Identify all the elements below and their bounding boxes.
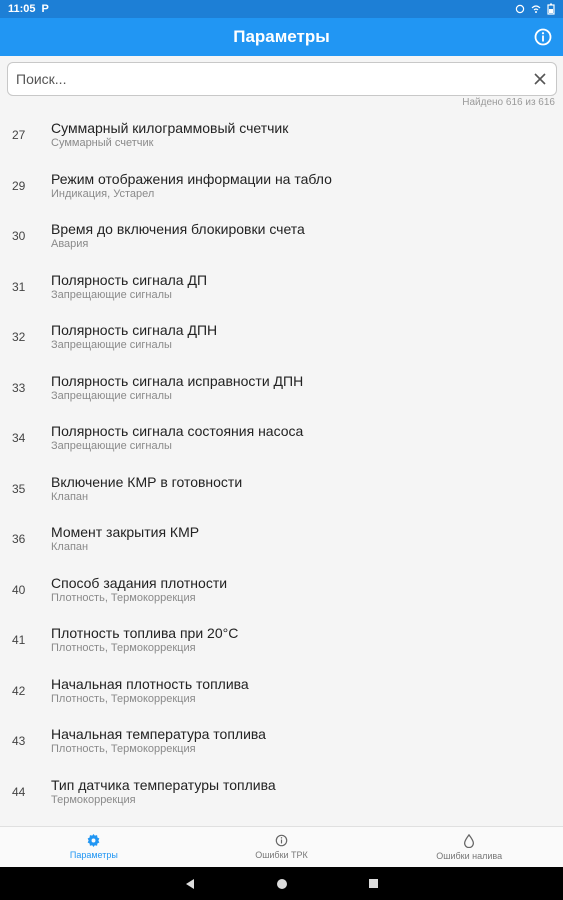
item-subtitle: Запрещающие сигналы [51, 389, 172, 402]
item-title: Начальная температура топлива [51, 726, 266, 742]
item-subtitle: Суммарный счетчик [51, 137, 154, 149]
list-item[interactable] [0, 769, 563, 820]
item-title: Начальная плотность топлива [51, 675, 249, 692]
item-number: 32 [12, 330, 26, 344]
item-title: Полярность сигнала ДПН [51, 322, 218, 338]
item-number: 44 [12, 784, 26, 799]
item-number: 33 [12, 380, 26, 395]
battery-icon [547, 3, 555, 15]
item-subtitle: Плотность, Термокоррекция [51, 591, 196, 604]
home-icon[interactable] [276, 878, 288, 890]
back-icon[interactable] [184, 878, 196, 890]
item-subtitle: Запрещающие сигналы [51, 440, 172, 452]
nav-label: Ошибки налива [436, 850, 503, 861]
carrier-icon: P [41, 3, 49, 15]
list-item[interactable] [0, 112, 563, 163]
item-title: Тип датчика температуры топлива [51, 776, 276, 793]
item-number: 42 [12, 683, 26, 698]
nav-trk-errors[interactable] [188, 827, 376, 867]
item-number: 36 [12, 532, 26, 546]
item-title: Полярность сигнала исправности ДПН [51, 372, 304, 389]
list-item[interactable] [0, 365, 563, 416]
search-box[interactable] [7, 62, 557, 96]
item-title: Время до включения блокировки счета [51, 221, 305, 237]
item-subtitle: Клапан [51, 541, 89, 553]
item-subtitle: Запрещающие сигналы [51, 288, 172, 301]
item-title: Способ задания плотности [51, 574, 228, 591]
item-subtitle: Термокоррекция [51, 793, 136, 806]
list-item[interactable] [0, 567, 563, 618]
list-item[interactable] [0, 718, 563, 769]
list-item[interactable] [0, 466, 563, 517]
item-number: 43 [12, 734, 26, 748]
system-nav-bar [0, 867, 563, 900]
item-subtitle: Индикация, Устарел [51, 187, 155, 200]
item-title: Режим отображения информации на табло [51, 170, 332, 187]
info-icon [275, 834, 288, 847]
status-bar [0, 0, 563, 18]
recents-icon[interactable] [368, 878, 379, 889]
item-title: Включение КМР в готовности [51, 473, 243, 490]
search-input[interactable] [16, 71, 532, 87]
nav-label: Параметры [69, 850, 118, 860]
gear-icon [87, 834, 100, 847]
list-item[interactable] [0, 516, 563, 567]
item-number: 29 [12, 178, 26, 193]
item-number: 30 [12, 229, 26, 243]
item-title: Суммарный килограммовый счетчик [51, 120, 289, 136]
drop-icon [463, 834, 475, 848]
item-subtitle: Плотность, Термокоррекция [51, 743, 196, 755]
item-title: Полярность сигнала ДП [51, 271, 208, 288]
item-subtitle: Запрещающие сигналы [51, 339, 172, 351]
item-subtitle: Авария [51, 238, 89, 250]
list-item[interactable] [0, 314, 563, 365]
status-time: 11:05 [8, 3, 36, 15]
list-item[interactable] [0, 415, 563, 466]
item-subtitle: Плотность, Термокоррекция [51, 692, 196, 705]
item-number: 31 [12, 279, 26, 294]
item-title: Момент закрытия КМР [51, 524, 200, 540]
status-icons [515, 3, 555, 15]
wifi-icon [531, 4, 541, 14]
nav-filling-errors[interactable] [375, 827, 563, 867]
results-count: Найдено 616 из 616 [462, 97, 555, 108]
list-item[interactable] [0, 668, 563, 719]
alarm-icon [515, 4, 525, 14]
page-title: Параметры [233, 27, 330, 46]
item-number: 27 [12, 128, 26, 142]
close-icon[interactable] [532, 71, 548, 87]
item-title: Полярность сигнала состояния насоса [51, 423, 304, 439]
app-bar [0, 18, 563, 56]
item-subtitle: Клапан [51, 490, 89, 503]
item-title: Плотность топлива при 20°С [51, 625, 239, 641]
bottom-nav [0, 826, 563, 867]
list-item[interactable] [0, 264, 563, 315]
item-subtitle: Плотность, Термокоррекция [51, 642, 196, 654]
info-icon[interactable] [533, 27, 553, 47]
nav-label: Ошибки ТРК [255, 850, 308, 860]
item-number: 41 [12, 633, 26, 647]
list-item[interactable] [0, 213, 563, 264]
list-item[interactable] [0, 163, 563, 214]
item-number: 40 [12, 582, 26, 597]
parameter-list [0, 112, 563, 819]
item-number: 35 [12, 481, 26, 496]
list-item[interactable] [0, 617, 563, 668]
nav-parameters[interactable] [0, 827, 188, 867]
item-number: 34 [12, 431, 26, 445]
